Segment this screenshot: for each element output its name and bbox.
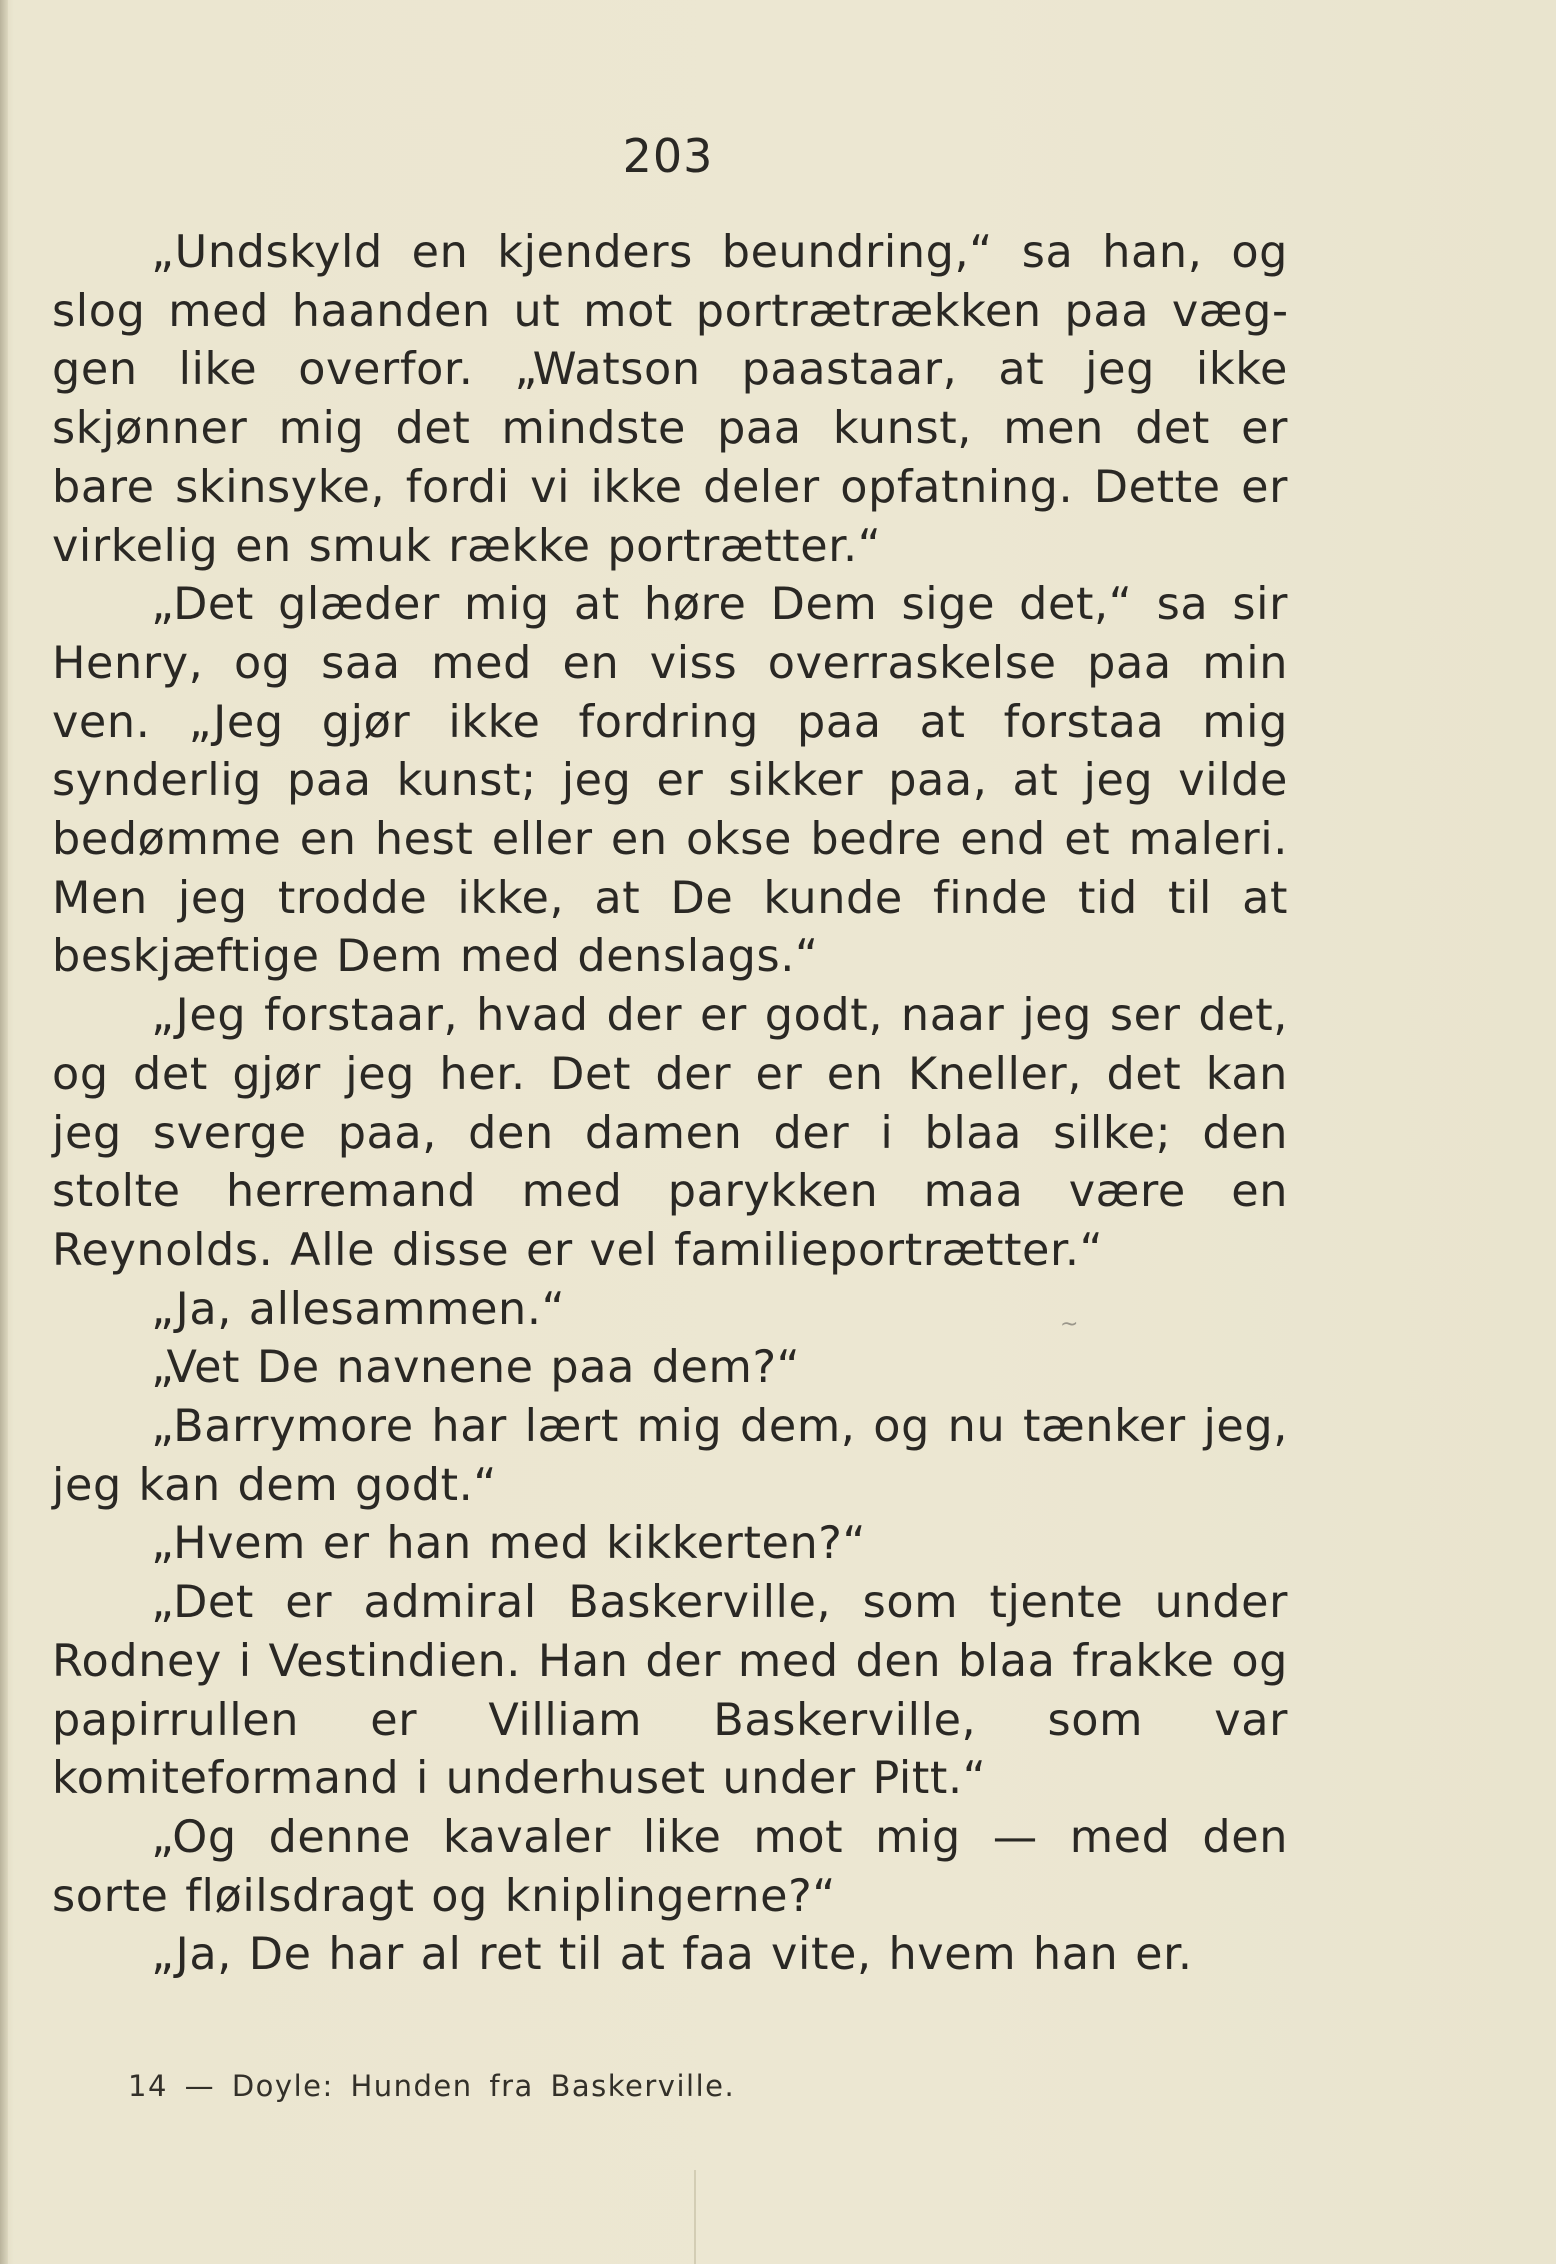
paragraph: „Barrymore har lært mig dem, og nu tænker jeg, jeg kan dem godt.“ (52, 1401, 1288, 1511)
paragraph: „Ja, allesammen.“ (151, 1283, 566, 1335)
page-number: 203 (622, 129, 714, 183)
ink-smudge: ~ (1060, 1312, 1079, 1337)
paragraph: „Undskyld en kjenders beundring,“ sa han, og slog med haanden ut mot portrætrækken paa væggen like overfor. „Watson paastaar, at jeg ikke skjønner mig det mindste paa kunst, men det er bare skinsyke, fordi vi ikke deler opfatning. Dette er virkelig en smuk række portrætter.“ (52, 227, 1288, 572)
paragraph: „Ja, De har al ret til at faa vite, hvem han er. (151, 1929, 1193, 1981)
body-text (52, 224, 1288, 1985)
paragraph: „Det glæder mig at høre Dem sige det,“ sa sir Henry, og saa med en viss overraskelse paa min ven. „Jeg gjør ikke fordring paa at forstaa mig synderlig paa kunst; jeg er sikker paa, at jeg vilde bedømme en hest eller en okse bedre end et maleri. Men jeg trodde ikke, at De kunde finde tid til at beskjæftige Dem med denslags.“ (52, 579, 1288, 983)
page-edge-shadow (0, 0, 8, 2264)
paper-crease (694, 2170, 696, 2264)
paragraph: „Jeg forstaar, hvad der er godt, naar jeg ser det, og det gjør jeg her. Det der er en Kneller, det kan jeg sverge paa, den damen der i blaa silke; den stolte herremand med parykken maa være en Reynolds. Alle disse er vel familieportrætter.“ (52, 990, 1288, 1276)
paragraph: „Vet De navnene paa dem?“ (151, 1342, 801, 1394)
paragraph: „Og denne kavaler like mot mig — med den sorte fløilsdragt og kniplingerne?“ (52, 1811, 1288, 1922)
paragraph: „Hvem er han med kikkerten?“ (151, 1518, 867, 1570)
signature-footer: 14 — Doyle: Hunden fra Baskerville. (128, 2069, 736, 2103)
paragraph: „Det er admiral Baskerville, som tjente under Rodney i Vestindien. Han der med den blaa frakke og papirrullen er Villiam Baskerville, som var komiteformand i underhuset under Pitt.“ (52, 1577, 1288, 1805)
